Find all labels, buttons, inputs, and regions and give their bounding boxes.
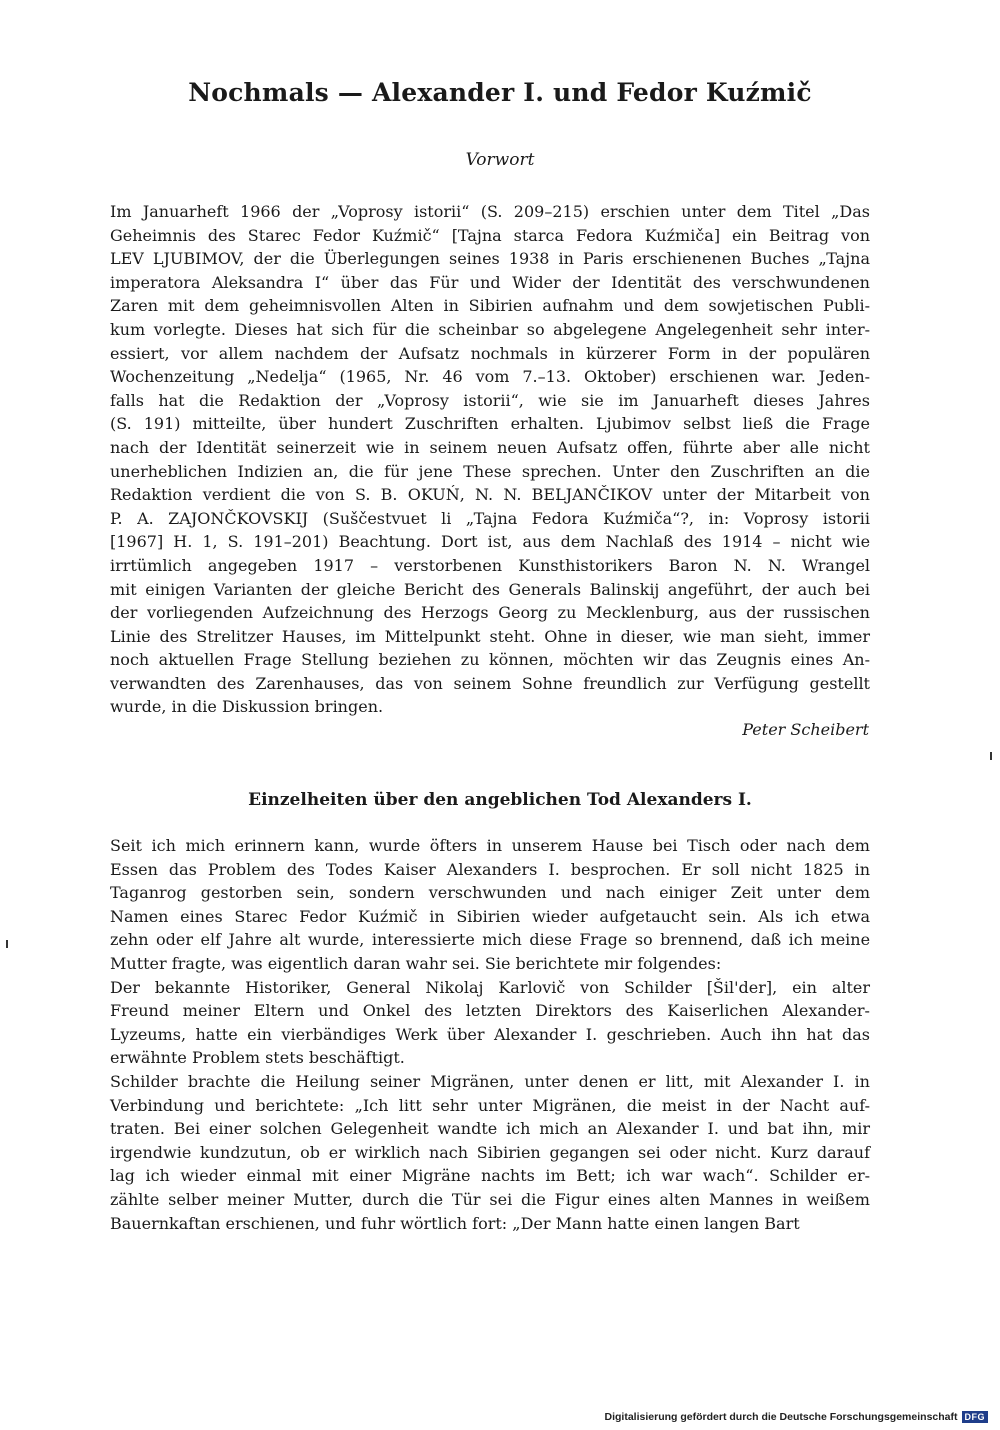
text-line: Mutter fragte, was eigentlich daran wahr sei. Sie berichtete mir folgendes: <box>110 953 722 973</box>
text-line: erwähnte Problem stets beschäftigt. <box>110 1048 405 1068</box>
text-line: Im Januarheft 1966 der „Voprosy istorii“ (S. 209–215) erschien unter dem Titel „Das <box>110 202 870 221</box>
section-body <box>110 834 870 1235</box>
text-line: Namen eines Starec Fedor Kuźmič in Sibirien wieder aufgetaucht sein. Als ich etwa <box>110 906 871 926</box>
text-line: noch aktuellen Frage Stellung beziehen zu können, möchten wir das Zeugnis eines An- <box>110 650 870 670</box>
text-line: lag ich wieder einmal mit einer Migräne nachts im Bett; ich war wach“. Schilder er- <box>110 1166 871 1186</box>
preface-author: Peter Scheibert <box>742 720 869 739</box>
preface-body <box>110 200 870 719</box>
text-line: Essen das Problem des Todes Kaiser Alexanders I. besprochen. Er soll nicht 1825 in <box>110 859 871 879</box>
text-line: Zaren mit dem geheimnisvollen Alten in Sibirien aufnahm und dem sowjetischen Publi- <box>110 296 871 316</box>
text-line: irgendwie kundzutun, ob er wirklich nach Sibirien gegangen sei oder nicht. Kurz darauf <box>110 1142 871 1162</box>
text-line: [1967] H. 1, S. 191–201) Beachtung. Dort ist, aus dem Nachlaß des 1914 – nicht wie <box>110 532 871 552</box>
text-line: kum vorlegte. Dieses hat sich für die scheinbar so abgelegene Angelegenheit sehr inter- <box>110 319 871 339</box>
page-title: Nochmals — Alexander I. und Fedor Kuźmič <box>188 78 812 107</box>
text-line: essiert, vor allem nachdem der Aufsatz nochmals in kürzerer Form in der populären <box>110 343 871 363</box>
text-line: wurde, in die Diskussion bringen. <box>110 697 384 717</box>
digitization-footer <box>605 1411 988 1423</box>
text-line: Der bekannte Historiker, General Nikolaj Karlovič von Schilder [Šil'der], ein alter <box>110 977 871 997</box>
text-line: Freund meiner Eltern und Onkel des letzten Direktors des Kaiserlichen Alexander- <box>110 1001 870 1021</box>
dfg-logo-icon: DFG <box>962 1411 989 1423</box>
text-line: Schilder brachte die Heilung seiner Migränen, unter denen er litt, mit Alexander I. in <box>110 1071 870 1091</box>
text-line: Wochenzeitung „Nedelja“ (1965, Nr. 46 vom 7.–13. Oktober) erschienen war. Jeden- <box>110 367 871 387</box>
preface-heading: Vorwort <box>465 150 535 170</box>
text-line: (S. 191) mitteilte, über hundert Zuschriften erhalten. Ljubimov selbst ließ die Frage <box>110 414 871 434</box>
text-line: P. A. ZAJONČKOVSKIJ (Suščestvuet li „Tajna Fedora Kuźmiča“?, in: Voprosy istorii <box>110 508 870 528</box>
text-line: Taganrog gestorben sein, sondern verschwunden und nach einiger Zeit unter dem <box>110 883 871 903</box>
text-line: imperatora Aleksandra I“ über das Für und Wider der Identität des verschwundenen <box>110 272 870 292</box>
text-line: nach der Identität seinerzeit wie in seinem neuen Aufsatz offen, führte aber alle nicht <box>110 437 870 457</box>
text-line: zehn oder elf Jahre alt wurde, interessierte mich diese Frage so brennend, daß ich meine <box>110 930 871 950</box>
text-line: traten. Bei einer solchen Gelegenheit wandte ich mich an Alexander I. und bat ihn, mir <box>110 1119 871 1139</box>
text-line: LEV LJUBIMOV, der die Überlegungen seines 1938 in Paris erschienenen Buches „Tajna <box>110 249 870 269</box>
text-line: verwandten des Zarenhauses, das von seinem Sohne freundlich zur Verfügung gestellt <box>110 673 870 693</box>
text-line: falls hat die Redaktion der „Voprosy istorii“, wie sie im Januarheft dieses Jahres <box>110 390 870 410</box>
section-heading: Einzelheiten über den angeblichen Tod Alexanders I. <box>248 790 752 810</box>
text-line: irrtümlich angegeben 1917 – verstorbenen Kunsthistorikers Baron N. N. Wrangel <box>110 555 871 575</box>
scan-edge-mark <box>990 752 992 760</box>
text-line: mit einigen Varianten der gleiche Bericht des Generals Balinskij angeführt, der auch bei <box>110 579 871 599</box>
text-line: der vorliegenden Aufzeichnung des Herzogs Georg zu Mecklenburg, aus der russischen <box>110 603 870 623</box>
text-line: Linie des Strelitzer Hauses, im Mittelpunkt steht. Ohne in dieser, wie man sieht, immer <box>110 626 871 646</box>
text-line: Verbindung und berichtete: „Ich litt sehr unter Migränen, die meist in der Nacht auf- <box>110 1095 871 1115</box>
text-line: unerheblichen Indizien an, die für jene These sprechen. Unter den Zuschriften an die <box>110 461 870 481</box>
footer-text: Digitalisierung gefördert durch die Deutsche Forschungsgemeinschaft <box>604 1411 958 1423</box>
text-line: Seit ich mich erinnern kann, wurde öfters in unserem Hause bei Tisch oder nach dem <box>110 836 870 855</box>
scan-edge-mark <box>6 940 8 948</box>
text-line: zählte selber meiner Mutter, durch die Tür sei die Figur eines alten Mannes in weißem <box>110 1189 870 1209</box>
text-line: Bauernkaftan erschienen, und fuhr wörtlich fort: „Der Mann hatte einen langen Bart <box>110 1213 800 1233</box>
text-line: Geheimnis des Starec Fedor Kuźmič“ [Tajna starca Fedora Kuźmiča] ein Beitrag von <box>110 225 871 245</box>
text-line: Lyzeums, hatte ein vierbändiges Werk über Alexander I. geschrieben. Auch ihn hat das <box>110 1024 871 1044</box>
text-line: Redaktion verdient die von S. B. OKUŃ, N. N. BELJANČIKOV unter der Mitarbeit von <box>110 485 870 505</box>
